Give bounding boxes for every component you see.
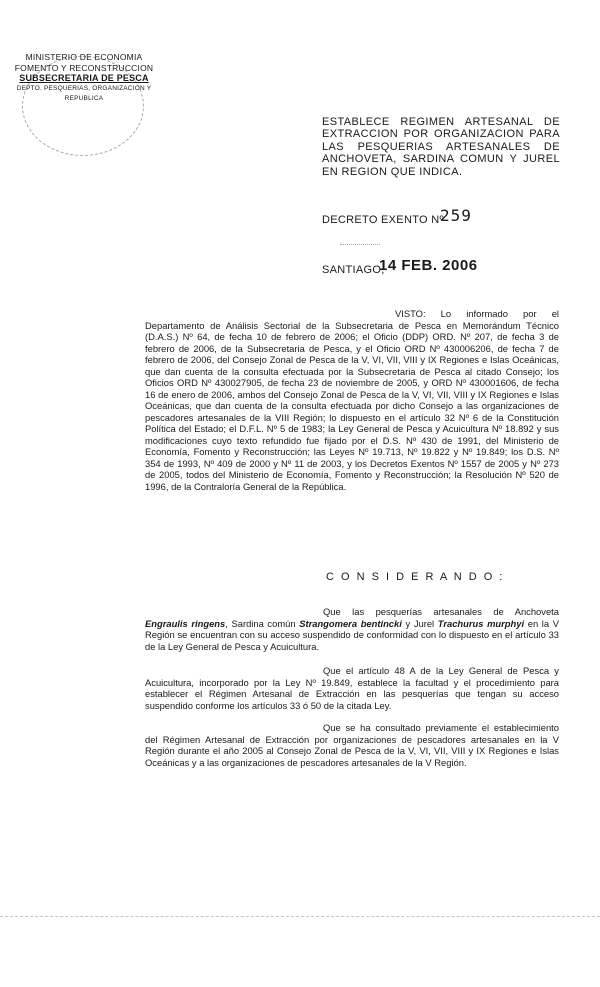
letterhead-ministry: MINISTERIO DE ECONOMIA — [25, 52, 143, 62]
c1-text-a: Que las pesquerías artesanales de Anchoveta — [323, 606, 559, 617]
scan-artifact — [340, 244, 380, 247]
species-sardina: Strangomera bentincki — [299, 617, 402, 629]
c1-text-c: y Jurel — [401, 617, 438, 629]
letterhead-ministry-sub: FOMENTO Y RECONSTRUCCION — [14, 62, 154, 73]
letterhead-department: DEPTO. PESQUERIAS, ORGANIZACION Y — [16, 84, 152, 92]
considerando-3: Que se ha consultado previamente el establecimiento del Régimen Artesanal de Extracción por organizaciones de pescadores artesanales en la V Región durante el año 2005 al Consejo Zonal de Pesca de la V, VI, VII, VIII y IX Regiones e Islas Oceánicas y a las organizaciones de pescadores artesanales de la V Región. — [145, 722, 559, 768]
date-stamp: 14 FEB. 2006 — [379, 257, 478, 274]
visto-paragraph: VISTO: Lo informado por el Departamento de Análisis Sectorial de la Subsecretaria de Pesca en Memorándum Técnico (D.A.S.) Nº 64, de fecha 10 de febrero de 2006; el Oficio (DDP) ORD. Nº 207, de fecha 3 de febrero de 2006, de la Subsecretaria de Pesca, y el Oficio ORD Nº 430006206, de fecha 7 de febrero de 2006, del Consejo Zonal de Pesca de la V, VI, VII, VIII y IX Regiones e Islas Oceánicas, que dan cuenta de la consulta efectuada por la Subsecretaria de Pesca al citado Consejo; los Oficios ORD Nº 430027905, de fecha 23 de noviembre de 2005, y ORD Nº 430001606, de fecha 16 de enero de 2006, ambos del Consejo Zonal de Pesca de la V, VI, VII, VIII y IX Regiones e Islas Oceánicas, que dan cuenta de la consulta efectuada por dicho Consejo a las organizaciones de pescadores artesanales de la VIII Región; lo dispuesto en el artículo 32 Nº 6 de la Constitución Política del Estado; el D.F.L. Nº 5 de 1983; la Ley General de Pesca y Acuicultura Nº 18.892 y sus modificaciones cuyo texto refundido fue fijado por el D.S. Nº 430 de 1991, del Ministerio de Economía, Fomento y Reconstrucción; las Leyes Nº 19.713, Nº 19.822 y Nº 19.849; los D.S. Nº 354 de 1993, Nº 409 de 2000 y Nº 11 de 2003, y los Decretos Exentos Nº 1557 de 2005 y Nº 273 de 2005, todos del Ministerio de Economía, Fomento y Reconstrucción; la Resolución Nº 520 de 1996, de la Contraloría General de la República. — [145, 308, 559, 492]
document-title: ESTABLECE REGIMEN ARTESANAL DE EXTRACCION POR ORGANIZACION PARA LAS PESQUERIAS ARTESANALES DE ANCHOVETA, SARDINA COMUN Y JUREL EN REGION QUE INDICA. — [322, 116, 560, 178]
species-jurel: Trachurus murphyi — [437, 617, 525, 629]
species-anchoveta: Engraulis ringens — [145, 617, 226, 629]
letterhead-republic: REPUBLICA — [64, 95, 104, 102]
date-row — [322, 254, 582, 282]
letterhead-undersecretariat: SUBSECRETARIA DE PESCA — [19, 73, 149, 83]
date-label: SANTIAGO, — [322, 264, 385, 276]
decree-number-row — [322, 206, 582, 232]
c1-text-d: en la V Región se encuentran con su acceso suspendido de conformidad con lo dispuesto en el artículo 33 de la Ley General de Pesca y Acuicultura. — [145, 617, 559, 652]
decree-number: 259 — [440, 206, 472, 225]
considerando-2: Que el artículo 48 A de la Ley General de Pesca y Acuicultura, incorporado por la Ley Nº 19.849, establece la facultad y el procedimiento para establecer el Régimen Artesanal de Extracción en las pesquerías que tengan su acceso suspendido conforme los artículos 33 ó 50 de la citada Ley. — [145, 665, 559, 711]
decree-label: DECRETO EXENTO Nº — [322, 214, 444, 226]
c1-text-b: , Sardina común — [225, 617, 300, 629]
scan-edge-line — [0, 916, 600, 918]
considerando-heading: C O N S I D E R A N D O : — [326, 571, 505, 583]
letterhead — [4, 52, 164, 105]
considerando-1 — [145, 606, 559, 652]
